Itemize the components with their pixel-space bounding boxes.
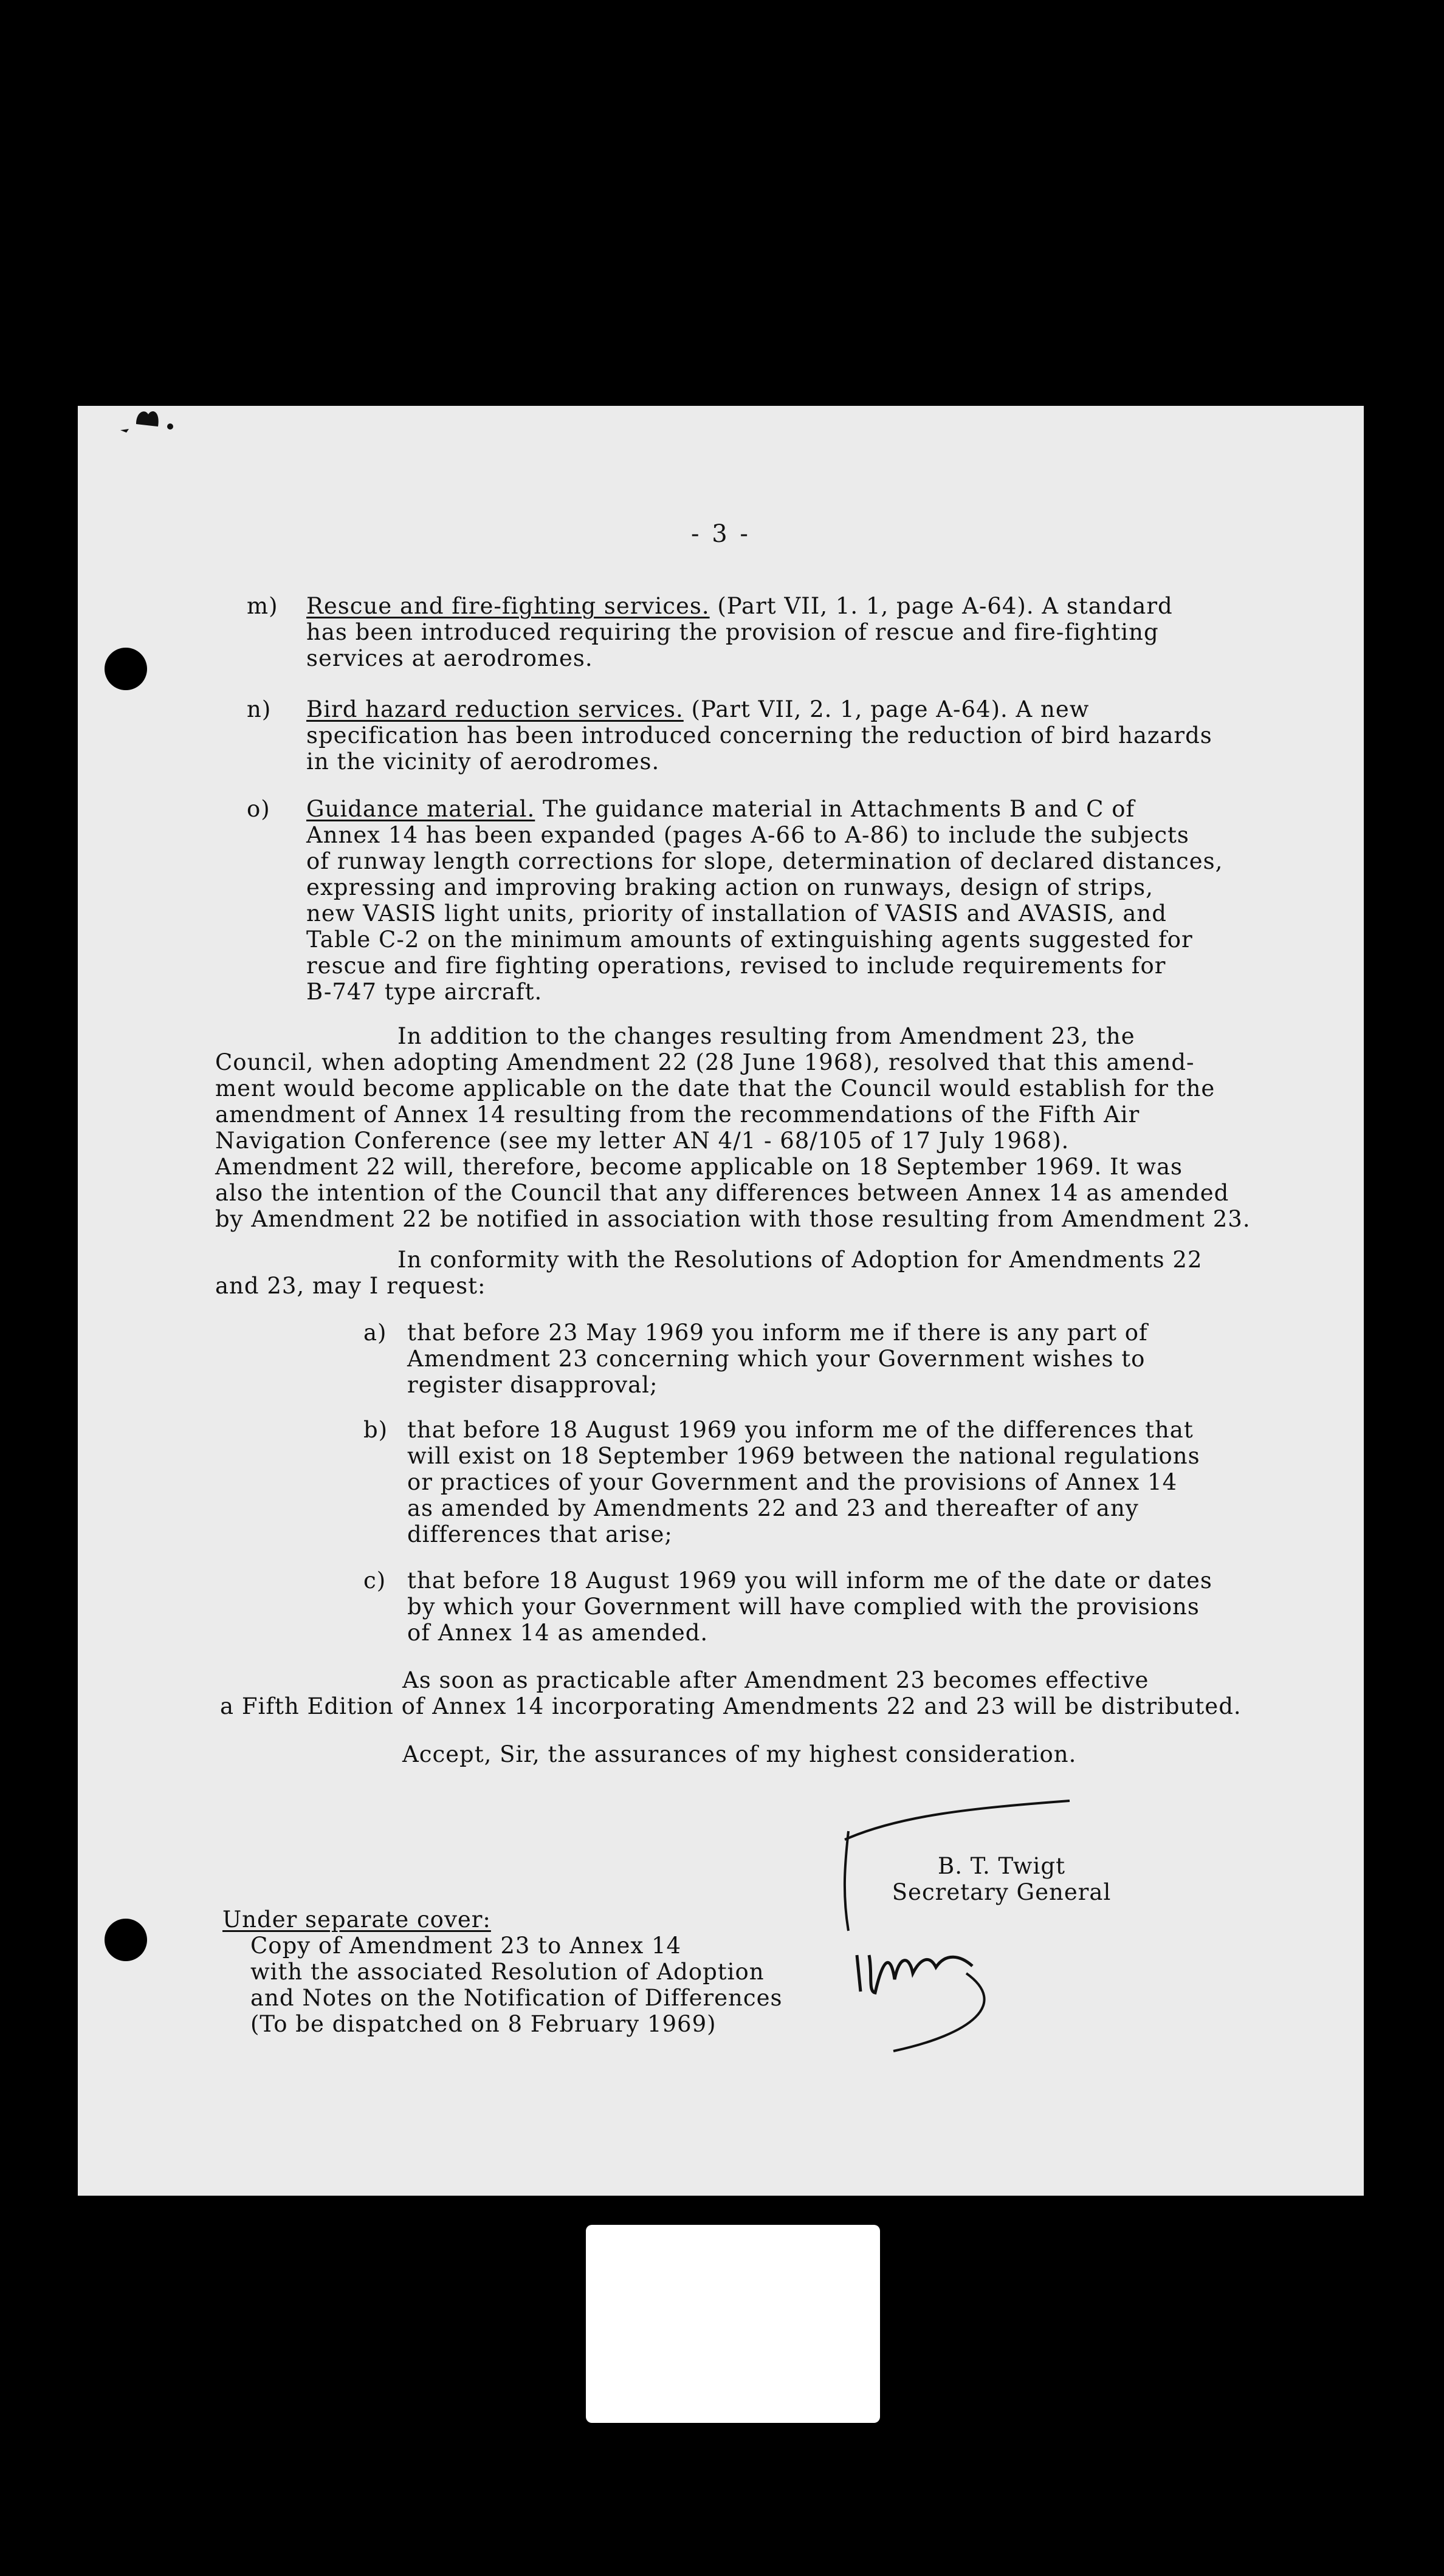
- paragraph-line: ment would become applicable on the date that the Council would establish for the: [215, 1075, 1215, 1101]
- enclosure-line: (To be dispatched on 8 February 1969): [250, 2011, 717, 2037]
- item-line: Table C-2 on the minimum amounts of extinguishing agents suggested for: [306, 927, 1193, 953]
- paragraph-request-intro: [215, 1247, 1203, 1299]
- item-line: has been introduced requiring the provision of rescue and fire-fighting: [306, 619, 1159, 645]
- corner-smudge: [120, 406, 175, 436]
- item-line: of runway length corrections for slope, determination of declared distances,: [306, 848, 1223, 874]
- request-label: c): [363, 1567, 387, 1594]
- request-item: [407, 1320, 1148, 1398]
- request-line: that before 23 May 1969 you inform me if there is any part of: [407, 1320, 1148, 1346]
- item-line: new VASIS light units, priority of installation of VASIS and AVASIS, and: [306, 900, 1167, 927]
- item-first-line: (Part VII, 2. 1, page A-64). A new: [683, 696, 1090, 722]
- enclosure-line: and Notes on the Notification of Differences: [250, 1985, 783, 2011]
- request-item: [407, 1567, 1212, 1646]
- document-page: [78, 406, 1364, 2196]
- item-line: specification has been introduced concerning the reduction of bird hazards: [306, 722, 1212, 748]
- closing-text: Accept, Sir, the assurances of my highest consideration.: [402, 1741, 1077, 1767]
- item-title: Rescue and fire-fighting services.: [306, 593, 710, 619]
- paragraph-line: a Fifth Edition of Annex 14 incorporating Amendments 22 and 23 will be distributed.: [220, 1693, 1242, 1719]
- paragraph-line: Amendment 22 will, therefore, become applicable on 18 September 1969. It was: [215, 1154, 1183, 1180]
- enclosure-line: Copy of Amendment 23 to Annex 14: [250, 1933, 682, 1959]
- paragraph-line: In addition to the changes resulting from Amendment 23, the: [397, 1023, 1135, 1049]
- item-line: rescue and fire fighting operations, revised to include requirements for: [306, 953, 1166, 979]
- request-line: that before 18 August 1969 you will inform me of the date or dates: [407, 1567, 1212, 1594]
- signatory-name: B. T. Twigt: [938, 1853, 1065, 1879]
- item-first-line: (Part VII, 1. 1, page A-64). A standard: [709, 593, 1173, 619]
- page-number: - 3 -: [691, 520, 751, 548]
- handwritten-signature: [754, 1773, 1130, 2052]
- request-line: that before 18 August 1969 you inform me of the differences that: [407, 1417, 1194, 1443]
- item-line: services at aerodromes.: [306, 645, 593, 671]
- paragraph-line: amendment of Annex 14 resulting from the recommendations of the Fifth Air: [215, 1101, 1140, 1128]
- paragraph-line: Navigation Conference (see my letter AN 4/1 - 68/105 of 17 July 1968).: [215, 1128, 1070, 1154]
- request-line: or practices of your Government and the provisions of Annex 14: [407, 1469, 1178, 1495]
- item-line: B-747 type aircraft.: [306, 979, 543, 1005]
- item-line: expressing and improving braking action on runways, design of strips,: [306, 874, 1153, 900]
- closing-line: [402, 1741, 1076, 1767]
- request-line: Amendment 23 concerning which your Government wishes to: [407, 1346, 1146, 1372]
- request-label: b): [363, 1417, 388, 1443]
- item-title: Bird hazard reduction services.: [306, 696, 684, 722]
- request-line: by which your Government will have complied with the provisions: [407, 1594, 1200, 1620]
- item-first-line: The guidance material in Attachments B and C of: [535, 796, 1135, 822]
- blank-label-box: [586, 2225, 880, 2423]
- request-line: as amended by Amendments 22 and 23 and thereafter of any: [407, 1495, 1139, 1521]
- item-label: o): [247, 796, 270, 822]
- punch-hole-bottom: [105, 1919, 147, 1961]
- paragraph-line: In conformity with the Resolutions of Adoption for Amendments 22: [397, 1247, 1203, 1273]
- item-line: Annex 14 has been expanded (pages A-66 to A-86) to include the subjects: [306, 822, 1189, 848]
- signatory-title: Secretary General: [892, 1879, 1112, 1905]
- item-line: in the vicinity of aerodromes.: [306, 748, 660, 775]
- list-item: [306, 796, 1223, 1005]
- paragraph-line: As soon as practicable after Amendment 23 becomes effective: [402, 1667, 1149, 1693]
- request-line: will exist on 18 September 1969 between the national regulations: [407, 1443, 1200, 1469]
- item-label: m): [247, 593, 278, 619]
- paragraph-line: also the intention of the Council that any differences between Annex 14 as amended: [215, 1180, 1229, 1206]
- enclosure-heading: Under separate cover:: [222, 1906, 491, 1933]
- item-title: Guidance material.: [306, 796, 535, 822]
- item-label: n): [247, 696, 272, 722]
- paragraph-line: Council, when adopting Amendment 22 (28 June 1968), resolved that this amend-: [215, 1049, 1195, 1075]
- request-line: of Annex 14 as amended.: [407, 1620, 709, 1646]
- request-line: differences that arise;: [407, 1521, 673, 1547]
- paragraph-amendment-22: [215, 1023, 1251, 1232]
- paragraph-line: by Amendment 22 be notified in association with those resulting from Amendment 23.: [215, 1206, 1251, 1232]
- request-item: [407, 1417, 1200, 1547]
- paragraph-fifth-edition: [220, 1667, 1242, 1719]
- list-item: [306, 593, 1173, 671]
- paragraph-line: and 23, may I request:: [215, 1273, 486, 1299]
- list-item: [306, 696, 1212, 775]
- enclosure-block: [222, 1906, 783, 2037]
- punch-hole-top: [105, 648, 147, 690]
- request-line: register disapproval;: [407, 1372, 658, 1398]
- request-label: a): [363, 1320, 387, 1346]
- enclosure-line: with the associated Resolution of Adoption: [250, 1959, 765, 1985]
